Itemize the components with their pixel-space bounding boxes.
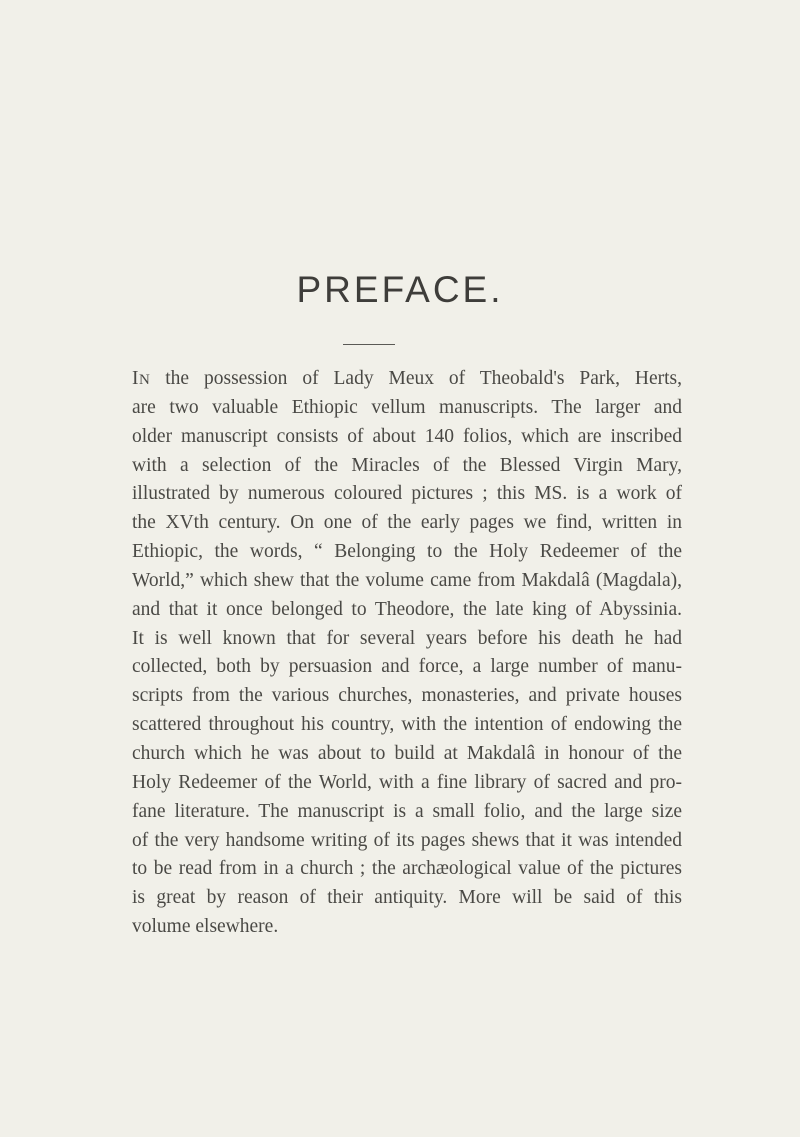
text-line: to be read from in a church ; the archæological value of the pictures: [132, 858, 682, 880]
text-line: fane literature. The manuscript is a small folio, and the large size: [132, 800, 682, 822]
preface-paragraph: [132, 365, 682, 942]
text-line: the XVth century. On one of the early pages we find, written in: [132, 512, 682, 534]
text-line: Ethiopic, the words, “ Belonging to the Holy Redeemer of the: [132, 541, 682, 563]
text-line: volume elsewhere.: [132, 916, 279, 938]
text-line: It is well known that for several years before his death he had: [132, 627, 682, 649]
title-rule: [343, 344, 395, 345]
text-line: scripts from the various churches, monasteries, and private houses: [132, 685, 682, 707]
text-line: Holy Redeemer of the World, with a fine library of sacred and pro-: [132, 771, 682, 793]
text-line: with a selection of the Miracles of the Blessed Virgin Mary,: [132, 454, 682, 476]
text-line: World,” which shew that the volume came from Makdalâ (Magdala),: [132, 569, 682, 591]
text-line-content: the possession of Lady Meux of Theobald's Park, Herts,: [150, 368, 682, 389]
paragraph-first-word: IN: [132, 368, 151, 389]
text-line: illustrated by numerous coloured pictures ; this MS. is a work of: [132, 483, 682, 505]
text-line: of the very handsome writing of its pages shews that it was intended: [132, 829, 682, 851]
text-line: are two valuable Ethiopic vellum manuscripts. The larger and: [132, 396, 682, 418]
text-line: [132, 365, 682, 394]
text-line: older manuscript consists of about 140 folios, which are inscribed: [132, 425, 682, 447]
text-line: scattered throughout his country, with the intention of endowing the: [132, 714, 682, 736]
text-line: is great by reason of their antiquity. More will be said of this: [132, 887, 682, 909]
text-line: collected, both by persuasion and force, a large number of manu-: [132, 656, 682, 678]
page-title: PREFACE.: [296, 269, 504, 310]
text-line: church which he was about to build at Makdalâ in honour of the: [132, 742, 682, 764]
text-line: and that it once belonged to Theodore, the late king of Abyssinia.: [132, 598, 682, 620]
